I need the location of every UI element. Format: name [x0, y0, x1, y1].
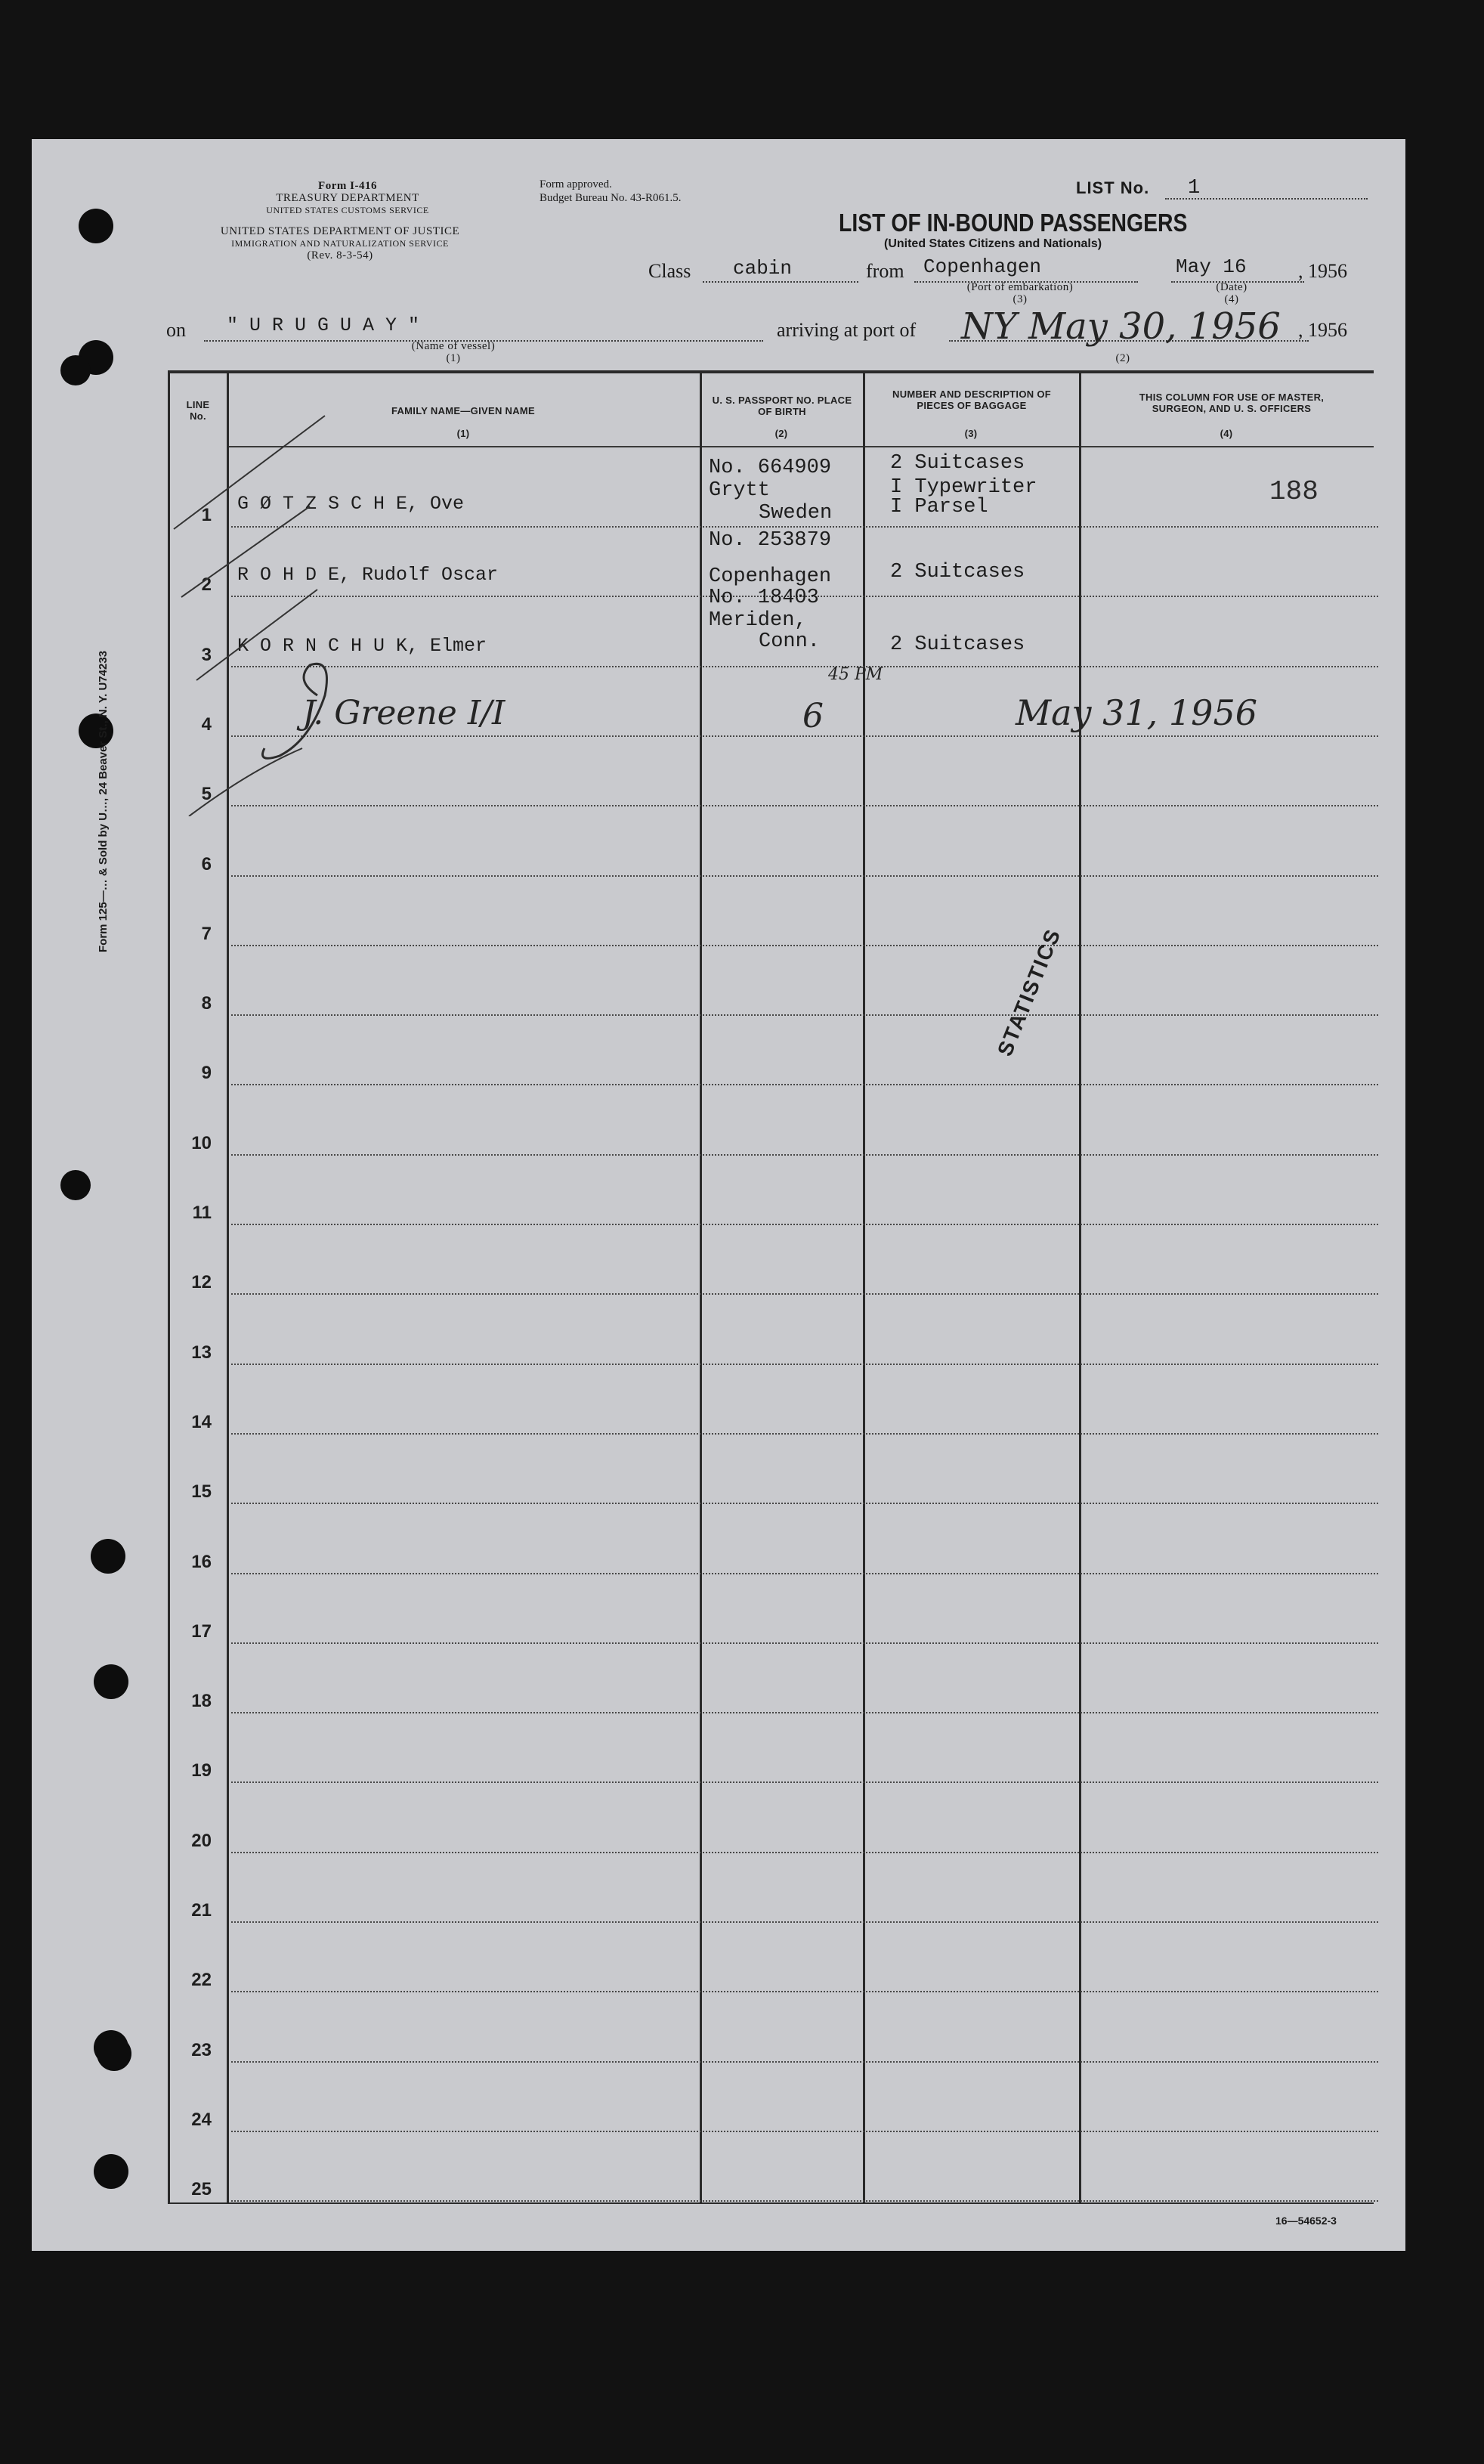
- statistics-stamp: STATISTICS: [993, 924, 1065, 1060]
- row-rule: [231, 1293, 1378, 1295]
- form-revision: (Rev. 8-3-54): [307, 249, 373, 262]
- passport-number: No. 18403: [709, 587, 819, 609]
- row-rule: [231, 945, 1378, 946]
- binder-hole: [60, 1170, 91, 1200]
- date-caption: (Date): [1216, 281, 1247, 293]
- line-number: 2: [201, 574, 212, 595]
- from-caption: (Port of embarkation): [966, 281, 1074, 293]
- line-number: 11: [192, 1203, 212, 1223]
- line-number: 22: [191, 1970, 212, 1990]
- row-rule: [231, 1573, 1378, 1574]
- header-passport-colnum: (2): [774, 428, 788, 439]
- header-name: FAMILY NAME—GIVEN NAME: [391, 405, 536, 416]
- place-of-birth-country: Sweden: [759, 502, 833, 525]
- col-divider: [1079, 372, 1081, 2204]
- binder-hole: [94, 1664, 128, 1699]
- from-value: Copenhagen: [923, 255, 1042, 278]
- side-margin-note: Form 125—… & Sold by U…, 24 Beaver St., N. Y. U74233: [97, 650, 110, 952]
- on-label: on: [166, 319, 186, 341]
- row-rule: [231, 1921, 1378, 1923]
- line-number: 17: [191, 1621, 212, 1642]
- line-number: 15: [191, 1481, 212, 1502]
- row-rule: [231, 1712, 1378, 1713]
- header-name-colnum: (1): [456, 428, 470, 439]
- line-number: 20: [191, 1831, 212, 1851]
- table-top-border: [168, 370, 1374, 373]
- place-of-birth: Grytt: [709, 479, 771, 502]
- binder-hole: [60, 355, 91, 385]
- signature: J. Greene I/I: [302, 694, 505, 732]
- binder-hole: [97, 2036, 131, 2071]
- row-rule: [231, 1503, 1378, 1504]
- baggage-entry: 2 Suitcases: [890, 633, 1025, 656]
- dept-treasury: TREASURY DEPARTMENT: [276, 192, 419, 204]
- baggage-entry: 2 Suitcases: [890, 452, 1025, 475]
- header-officers: THIS COLUMN FOR USE OF MASTER, SURGEON, AND U. S. OFFICERS: [1139, 392, 1325, 414]
- header-officers-colnum: (4): [1220, 428, 1233, 439]
- line-number: 18: [191, 1691, 212, 1711]
- vessel-colnum: (1): [446, 352, 461, 364]
- passenger-name: K O R N C H U K, Elmer: [237, 635, 487, 657]
- binder-hole: [79, 209, 113, 243]
- form-number: Form I-416: [318, 180, 377, 192]
- line-number: 19: [191, 1760, 212, 1781]
- row-rule: [231, 875, 1378, 877]
- line-number: 12: [191, 1272, 212, 1292]
- budget-bureau: Budget Bureau No. 43-R061.5.: [539, 192, 682, 204]
- place-of-birth: Meriden,: [709, 609, 807, 632]
- footer-code: 16—54652-3: [1275, 2215, 1337, 2227]
- arrival-handwritten: NY May 30, 1956: [961, 305, 1281, 348]
- line-number: 16: [191, 1552, 212, 1572]
- signature-date: May 31, 1956: [1016, 692, 1257, 733]
- officer-number: 188: [1269, 476, 1319, 507]
- passenger-name: R O H D E, Rudolf Oscar: [237, 564, 499, 586]
- row-rule: [231, 2131, 1378, 2132]
- header-passport: U. S. PASSPORT NO. PLACE OF BIRTH: [712, 395, 852, 417]
- table-bottom-border: [168, 2202, 1374, 2204]
- from-label: from: [866, 260, 904, 282]
- line-number: 4: [201, 714, 212, 735]
- binder-hole: [94, 2154, 128, 2189]
- from-colnum: (3): [1013, 293, 1028, 305]
- signature-time: 45 PM: [828, 665, 883, 684]
- line-number: 6: [201, 854, 212, 874]
- passport-number: No. 253879: [709, 529, 832, 552]
- line-number: 9: [201, 1063, 212, 1083]
- row-rule: [231, 1781, 1378, 1783]
- line-number: 7: [201, 924, 212, 944]
- line-number: 14: [191, 1412, 212, 1432]
- arriving-label: arriving at port of: [777, 319, 917, 341]
- line-number: 25: [191, 2179, 212, 2199]
- baggage-entry: I Parsel: [890, 496, 988, 518]
- place-of-birth: Copenhagen: [709, 565, 832, 588]
- row-rule: [231, 2061, 1378, 2063]
- place-of-birth-state: Conn.: [759, 630, 821, 653]
- header-baggage-colnum: (3): [964, 428, 978, 439]
- row-rule: [231, 1364, 1378, 1365]
- signature-strokes: [159, 393, 703, 816]
- vessel-caption: (Name of vessel): [411, 340, 496, 352]
- baggage-entry: I Typewriter: [890, 476, 1037, 499]
- dept-justice-sub: IMMIGRATION AND NATURALIZATION SERVICE: [231, 238, 449, 249]
- line-number: 3: [201, 645, 212, 665]
- line-number: 23: [191, 2040, 212, 2060]
- date-value: May 16: [1176, 255, 1247, 278]
- line-number: 8: [201, 993, 212, 1014]
- line-number: 24: [191, 2110, 212, 2130]
- signature-mark: 6: [802, 697, 824, 735]
- row-rule: [231, 1852, 1378, 1853]
- row-rule: [231, 1642, 1378, 1644]
- class-value: cabin: [733, 257, 793, 280]
- form-approved: Form approved.: [539, 178, 612, 190]
- row-rule: [231, 1014, 1378, 1016]
- passenger-name: G Ø T Z S C H E, Ove: [237, 493, 465, 515]
- line-number: 21: [191, 1900, 212, 1921]
- row-rule: [231, 1154, 1378, 1156]
- list-label: LIST No.: [1076, 178, 1150, 197]
- dept-treasury-sub: UNITED STATES CUSTOMS SERVICE: [266, 205, 429, 215]
- col-divider: [863, 372, 865, 2204]
- class-label: Class: [648, 260, 691, 282]
- document-subtitle: (United States Citizens and Nationals): [884, 237, 1102, 250]
- date-colnum: (4): [1224, 293, 1239, 305]
- date-year: , 1956: [1298, 260, 1347, 282]
- vessel-name: " U R U G U A Y ": [227, 314, 420, 336]
- line-number: 13: [191, 1342, 212, 1363]
- line-number: 10: [191, 1133, 212, 1153]
- row-rule: [231, 1224, 1378, 1225]
- document-title: LIST OF IN-BOUND PASSENGERS: [839, 209, 1188, 237]
- header-baggage: NUMBER AND DESCRIPTION OF PIECES OF BAGGAGE: [892, 388, 1051, 411]
- baggage-entry: 2 Suitcases: [890, 561, 1025, 583]
- binder-hole: [91, 1539, 125, 1574]
- line-number: 1: [201, 505, 212, 525]
- dept-justice: UNITED STATES DEPARTMENT OF JUSTICE: [220, 225, 460, 237]
- row-rule: [231, 2200, 1378, 2202]
- row-rule: [231, 1433, 1378, 1435]
- row-rule: [231, 1084, 1378, 1085]
- passport-number: No. 664909: [709, 457, 832, 479]
- arrival-colnum: (2): [1115, 352, 1130, 364]
- line-number: 5: [201, 784, 212, 804]
- list-number: 1: [1188, 177, 1201, 200]
- row-rule: [231, 1991, 1378, 1992]
- arrival-year: , 1956: [1298, 319, 1347, 341]
- header-line-no: LINE No.: [186, 399, 210, 422]
